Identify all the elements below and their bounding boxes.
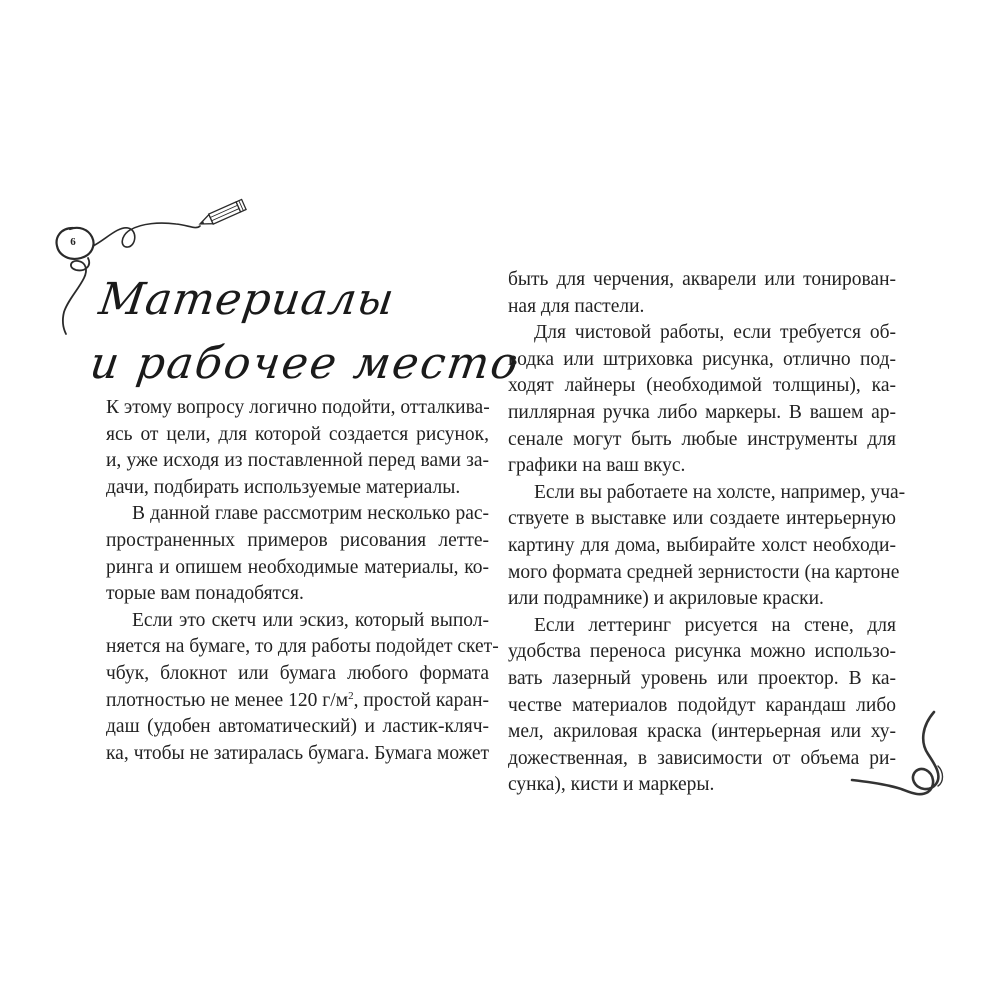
- text-line: К этому вопросу логично подойти, отталкива-: [106, 397, 490, 418]
- text-line: торые вам понадобятся.: [106, 583, 304, 605]
- text-line: сунка), кисти и маркеры.: [508, 774, 715, 796]
- text-line: и, уже исходя из поставленной перед вами за-: [106, 450, 489, 472]
- text-line: Если это скетч или эскиз, который выпол-: [132, 609, 489, 631]
- text-line: ходят лайнеры (необходимой толщины), ка-: [508, 375, 896, 397]
- text-line: пиллярная ручка либо маркеры. В вашем ар-: [508, 401, 896, 423]
- left-text-column: [106, 395, 499, 767]
- chapter-title-line-2: и рабочее место: [86, 338, 524, 389]
- text-line: или подрамнике) и акриловые краски.: [508, 588, 824, 610]
- text-line: удобства переноса рисунка можно использо-: [508, 641, 896, 663]
- text-line: В данной главе рассмотрим несколько рас-: [132, 503, 489, 525]
- text-line: дачи, подбирать используемые материалы.: [106, 476, 461, 498]
- text-line: честве материалов подойдут карандаш либо: [508, 694, 896, 716]
- text-line: пространенных примеров рисования летте-: [106, 529, 489, 551]
- text-line: ствуете в выставке или создаете интерьерную: [508, 508, 896, 530]
- text-line: водка или штриховка рисунка, отлично под-: [508, 348, 896, 370]
- text-line: ринга и опишем необходимые материалы, ко-: [106, 556, 489, 578]
- chapter-title-line-1: Материалы: [95, 274, 398, 325]
- text-fragment: плотностью не менее 120 г/м: [106, 689, 349, 711]
- text-line: [106, 688, 489, 715]
- text-line: Для чистовой работы, если требуется об-: [534, 322, 896, 344]
- text-line: картину для дома, выбирайте холст необходи-: [508, 534, 896, 556]
- superscript: 2: [348, 689, 354, 702]
- text-line: мого формата средней зернистости (на картоне: [508, 561, 900, 583]
- text-fragment: , простой каран-: [353, 689, 489, 711]
- right-text-column: [508, 267, 906, 799]
- text-line: Если леттеринг рисуется на стене, для: [534, 614, 896, 636]
- text-line: ная для пастели.: [508, 295, 645, 317]
- text-line: даш (удобен автоматический) и ластик-кляч-: [106, 716, 489, 738]
- text-line: быть для черчения, акварели или тонирован-: [508, 269, 896, 290]
- text-line: Если вы работаете на холсте, например, уча-: [534, 481, 906, 503]
- text-line: графики на ваш вкус.: [508, 455, 686, 477]
- page-number: 6: [70, 236, 76, 248]
- text-line: няется на бумаге, то для работы подойдет скет-: [106, 636, 499, 658]
- chapter-title: [86, 268, 533, 396]
- text-line: ка, чтобы не затиралась бумага. Бумага может: [106, 742, 489, 764]
- text-line: ясь от цели, для которой создается рисунок,: [106, 423, 489, 445]
- text-line: чбук, блокнот или бумага любого формата: [106, 662, 489, 684]
- text-line: мел, акриловая краска (интерьерная или ху-: [508, 721, 896, 743]
- text-line: дожественная, в зависимости от объема ри-: [508, 747, 896, 769]
- text-line: вать лазерный уровень или проектор. В ка-: [508, 667, 896, 689]
- text-line: сенале могут быть любые инструменты для: [508, 428, 896, 450]
